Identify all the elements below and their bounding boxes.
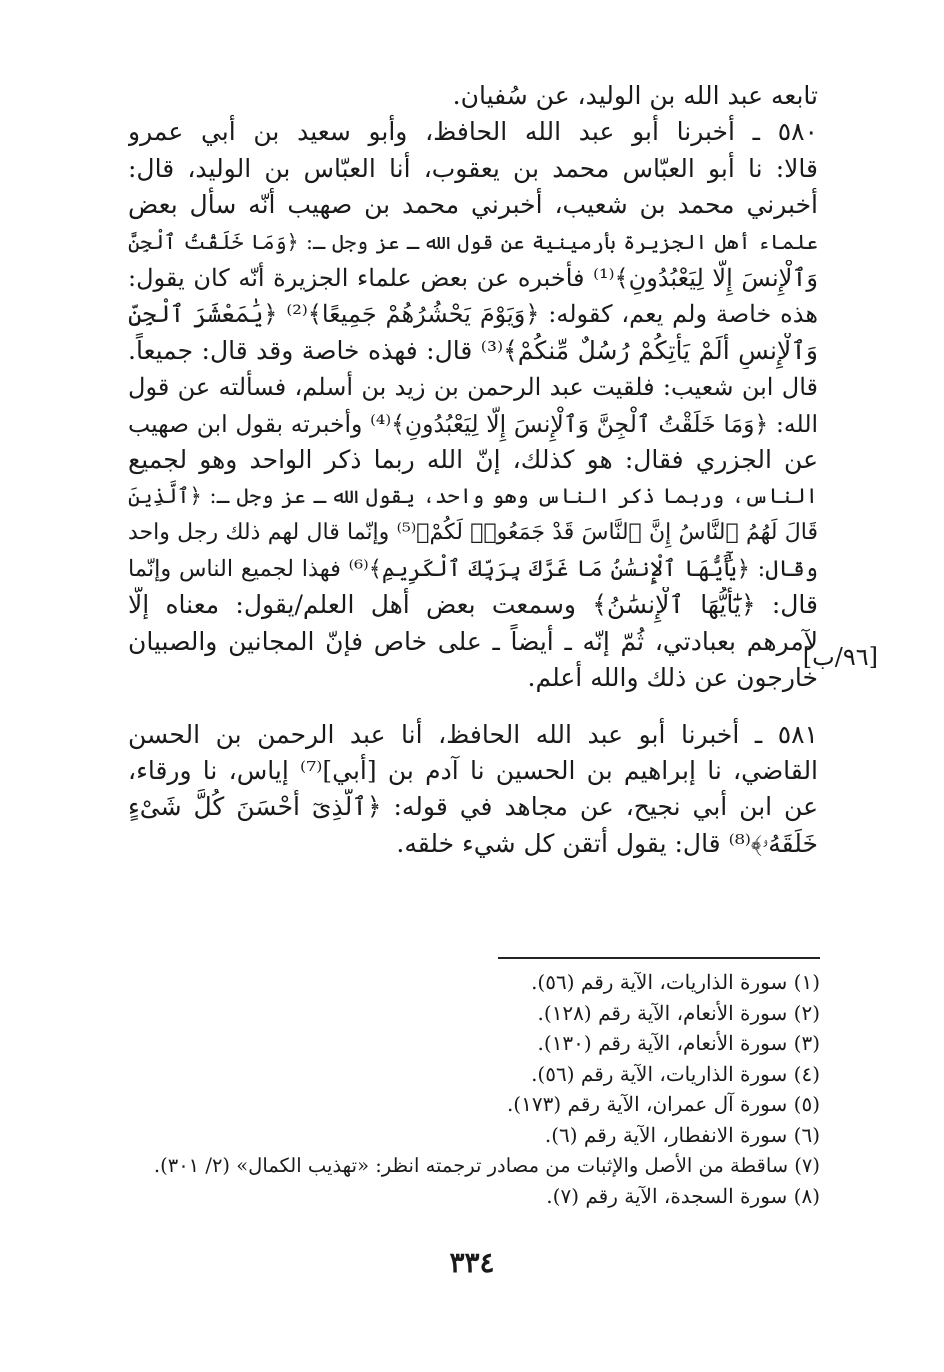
text-line: قَالَ لَهُمُ ٱلنَّاسُ إِنَّ ٱلنَّاسَ قَدْ جَمَعُوا۟ لَكُمْ﴾⁽⁵⁾ وإنّما قال لهم ذلك رجل واحد: [128, 519, 818, 545]
text-line: لآمرهم بعبادتي، ثُمّ إنّه ـ أيضاً ـ على خاص فإنّ المجانين والصبيان: [128, 626, 818, 656]
text-line: وَٱلْإِنسَ إِلَّا لِيَعْبُدُونِ﴾⁽¹⁾ فأخبره عن بعض علماء الجزيرة أنّه كان يقول:: [128, 263, 818, 292]
text-line: الله: ﴿وَمَا خَلَقْتُ ٱلْجِنَّ وَٱلْإِنسَ إِلَّا لِيَعْبُدُونِ﴾⁽⁴⁾ وأخبرته بقول ابن صهيب: [128, 409, 818, 438]
text-line: قال: ﴿يَٰٓأَيُّهَا ٱلْإِنسَٰنُ﴾ وسمعت بعض أهل العلم/يقول: معناه إلّا: [128, 590, 818, 620]
footnote: (٤) سورة الذاريات، الآية رقم (٥٦).: [531, 1061, 820, 1086]
text-line: عن الجزري فقال: هو كذلك، إنّ الله ربما ذكر الواحد وهو لجميع: [128, 444, 818, 474]
folio-margin-note: [٩٦/ب]: [802, 643, 878, 671]
footnote: (٢) سورة الأنعام، الآية رقم (١٢٨).: [537, 1000, 820, 1025]
footnote-divider: [498, 957, 820, 959]
footnote: (٦) سورة الانفطار، الآية رقم (٦).: [544, 1122, 820, 1147]
paragraph-gap: [128, 697, 818, 717]
footnote: (٨) سورة السجدة، الآية رقم (٧).: [546, 1184, 820, 1209]
main-text: [128, 78, 818, 862]
text-line: خارجون عن ذلك والله أعلم.: [527, 663, 818, 693]
text-line: خَلَقَهُۥ﴾⁽⁸⁾ قال: يقول أتقن كل شيء خلقه.: [396, 828, 818, 858]
text-line: تابعه عبد الله بن الوليد، عن سُفيان.: [452, 81, 818, 110]
text-line: أخبرني محمد بن شعيب، أخبرني محمد بن صهيب أنّه سأل بعض: [128, 190, 818, 220]
text-line: قال ابن شعيب: فلقيت عبد الرحمن بن زيد بن أسلم، فسألته عن قول: [128, 373, 818, 402]
text-line: قالا: نا أبو العبّاس محمد بن يعقوب، أنا العبّاس بن الوليد، قال:: [128, 153, 818, 183]
footnotes: [150, 967, 820, 1212]
text-line: علماء أهل الجزيرة بأرمينية عن قول الله ـ عز وجل ـ: ﴿وَمَا خَلَقْتُ ٱلْجِنَّ: [128, 229, 818, 254]
footnote: (٥) سورة آل عمران، الآية رقم (١٧٣).: [506, 1092, 820, 1117]
text-line: هذه خاصة ولم يعم، كقوله: ﴿وَيَوْمَ يَحْشُرُهُمْ جَمِيعًا﴾⁽²⁾ ﴿يَٰمَعْشَرَ ٱلْجِنِّ: [128, 300, 818, 329]
hadith-581-line: ٥٨١ ـ أخبرنا أبو عبد الله الحافظ، أنا عبد الرحمن بن الحسن: [128, 719, 818, 749]
text-line: القاضي، نا إبراهيم بن الحسين نا آدم بن [أبي]⁽⁷⁾ إياس، نا ورقاء،: [128, 756, 818, 786]
text-line: وَٱلْإِنسِ أَلَمْ يَأْتِكُمْ رُسُلٌ مِّنكُمْ﴾⁽³⁾ قال: فهذه خاصة وقد قال: جميعاً.: [128, 335, 818, 365]
text-line: عن ابن أبي نجيح، عن مجاهد في قوله: ﴿ٱلَّذِىٓ أَحْسَنَ كُلَّ شَىْءٍ: [128, 792, 818, 822]
text-line: الناس، وربما ذكر الناس وهو واحد، يقول الله ـ عز وجل ـ: ﴿ٱلَّذِينَ: [128, 484, 818, 509]
page-number: ٣٣٤: [449, 1246, 495, 1279]
text-line: وقال: ﴿يَٰٓأَيُّهَا ٱلْإِنسَٰنُ مَا غَرَّكَ بِرَبِّكَ ٱلْكَرِيمِ﴾⁽⁶⁾ فهذا لجميع الناس وإنّما: [128, 556, 818, 583]
footnote: (١) سورة الذاريات، الآية رقم (٥٦).: [531, 970, 820, 994]
footnote: (٣) سورة الأنعام، الآية رقم (١٣٠).: [537, 1031, 820, 1056]
footnote: (٧) ساقطة من الأصل والإثبات من مصادر ترجمته انظر: «تهذيب الكمال» (٢/ ٣٠١).: [153, 1153, 820, 1177]
hadith-580-line: ٥٨٠ ـ أخبرنا أبو عبد الله الحافظ، وأبو سعيد بن أبي عمرو: [128, 117, 818, 147]
